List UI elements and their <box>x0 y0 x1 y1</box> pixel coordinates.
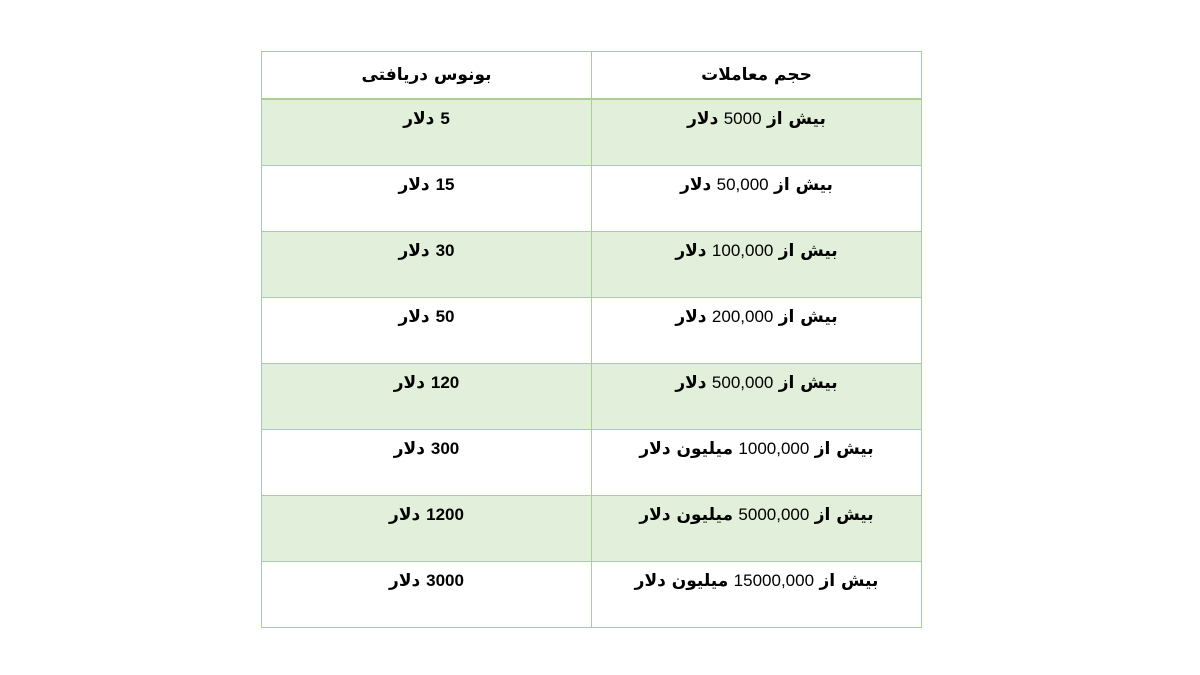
volume-cell <box>592 297 922 363</box>
bonus-unit: دلار <box>403 109 435 129</box>
table-row <box>262 429 922 495</box>
bonus-amount: 30 <box>435 240 455 260</box>
bonus-cell <box>262 297 592 363</box>
volume-amount: 100,000 <box>711 240 774 260</box>
volume-prefix: بیش از <box>774 174 833 195</box>
bonus-unit: دلار <box>398 174 430 195</box>
bonus-column-header: بونوس دریافتی <box>262 52 592 100</box>
volume-amount: 50,000 <box>716 174 769 194</box>
bonus-amount: 1200 <box>426 504 464 524</box>
volume-amount: 500,000 <box>711 372 774 392</box>
bonus-unit: دلار <box>389 570 421 591</box>
volume-cell <box>592 495 922 561</box>
bonus-cell <box>262 495 592 561</box>
bonus-amount: 15 <box>435 174 455 194</box>
volume-prefix: بیش از <box>819 570 879 591</box>
volume-prefix: بیش از <box>814 504 874 525</box>
volume-suffix: دلار <box>680 174 712 195</box>
bonus-amount: 3000 <box>426 570 464 590</box>
volume-amount: 200,000 <box>711 306 774 326</box>
bonus-cell <box>262 561 592 627</box>
volume-suffix: میلیون دلار <box>639 438 733 459</box>
table-row <box>262 99 922 165</box>
volume-amount: 15000,000 <box>733 570 815 590</box>
bonus-amount: 300 <box>430 438 460 458</box>
table-row <box>262 297 922 363</box>
table-row <box>262 231 922 297</box>
bonus-cell <box>262 363 592 429</box>
volume-amount: 5000 <box>723 109 762 128</box>
bonus-unit: دلار <box>398 306 430 327</box>
bonus-amount: 120 <box>430 372 460 392</box>
volume-prefix: بیش از <box>778 372 838 393</box>
bonus-amount: 50 <box>435 306 455 326</box>
table-row <box>262 495 922 561</box>
volume-cell <box>592 165 922 231</box>
bonus-amount: 5 <box>440 109 450 128</box>
bonus-cell <box>262 165 592 231</box>
bonus-cell <box>262 99 592 165</box>
bonus-unit: دلار <box>398 240 430 261</box>
bonus-table <box>261 51 922 628</box>
volume-suffix: دلار <box>687 109 719 129</box>
volume-prefix: بیش از <box>814 438 874 459</box>
bonus-cell <box>262 429 592 495</box>
volume-suffix: دلار <box>675 240 707 261</box>
header-row <box>262 52 922 100</box>
volume-column-header: حجم معاملات <box>592 52 922 100</box>
bonus-unit: دلار <box>393 372 425 393</box>
volume-cell <box>592 99 922 165</box>
volume-cell <box>592 363 922 429</box>
bonus-unit: دلار <box>393 438 425 459</box>
volume-amount: 5000,000 <box>738 504 810 524</box>
volume-amount: 1000,000 <box>738 438 810 458</box>
volume-suffix: میلیون دلار <box>634 570 729 591</box>
volume-prefix: بیش از <box>778 240 838 261</box>
volume-suffix: دلار <box>675 306 707 327</box>
volume-prefix: بیش از <box>778 306 838 327</box>
table-row <box>262 561 922 627</box>
bonus-cell <box>262 231 592 297</box>
volume-cell <box>592 429 922 495</box>
volume-cell <box>592 231 922 297</box>
volume-prefix: بیش از <box>766 109 826 129</box>
bonus-unit: دلار <box>389 504 421 525</box>
volume-suffix: میلیون دلار <box>639 504 733 525</box>
volume-cell <box>592 561 922 627</box>
volume-suffix: دلار <box>675 372 707 393</box>
table-row <box>262 363 922 429</box>
table-row <box>262 165 922 231</box>
